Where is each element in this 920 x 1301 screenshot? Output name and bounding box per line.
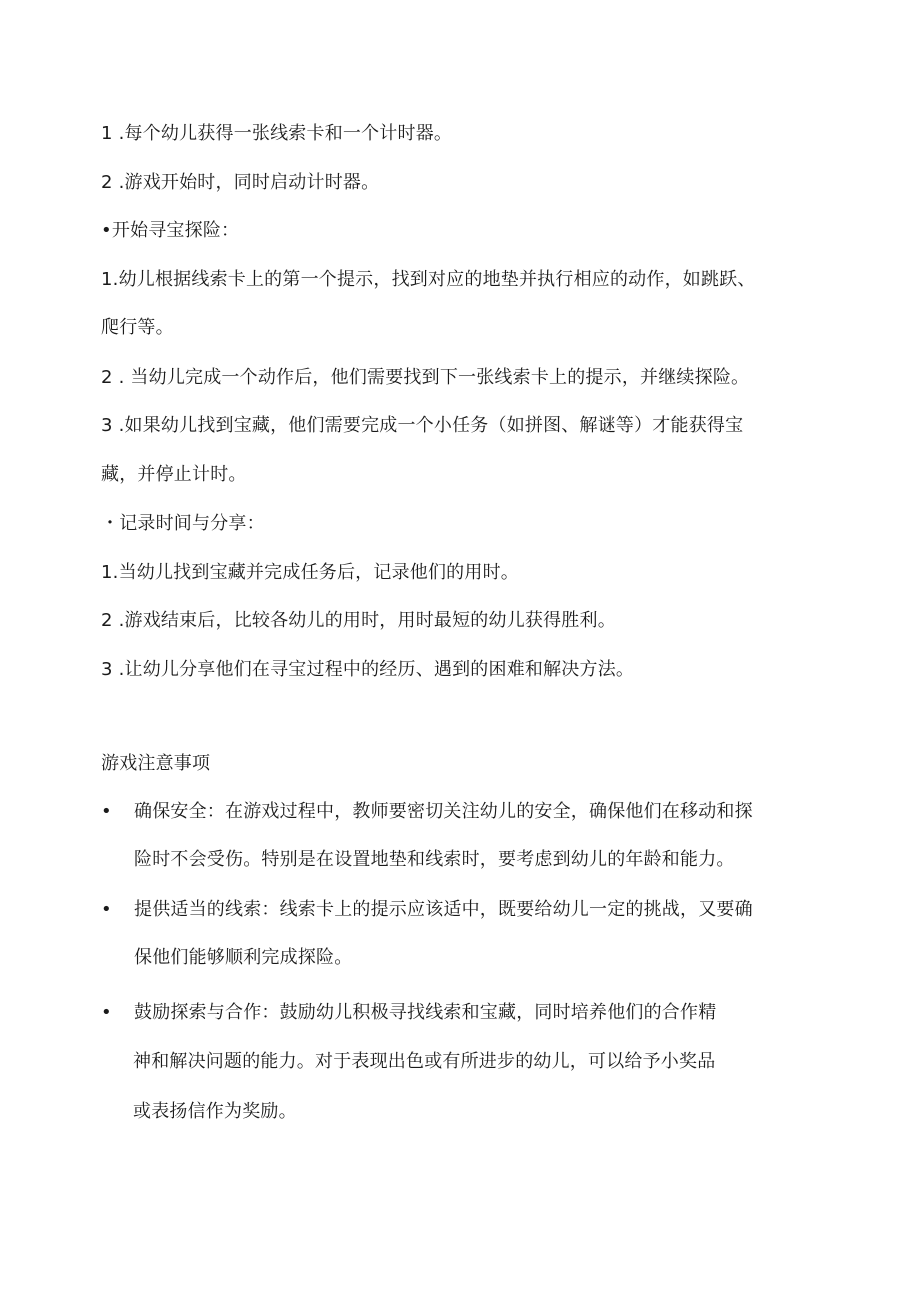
step-c1: 1.当幼儿找到宝藏并完成任务后，记录他们的用时。: [101, 562, 519, 583]
section-heading-record: ・记录时间与分享：: [101, 513, 265, 534]
step-number: 2: [101, 172, 113, 193]
step-1-timer: [101, 122, 452, 146]
step-2-timer: [101, 171, 379, 195]
step-c3: 3 .让幼儿分享他们在寻宝过程中的经历、遇到的困难和解决方法。: [101, 659, 635, 680]
step-b2-line1: 2 . 当幼儿完成一个动作后，他们需要找到下一张线索卡上的提示，并继续探险。: [101, 367, 750, 388]
step-text: .每个幼儿获得一张线索卡和一个计时器。: [112, 123, 453, 144]
step-b3-line1: 3 .如果幼儿找到宝藏，他们需要完成一个小任务（如拼图、解谜等）才能获得宝: [101, 415, 744, 436]
note-1-line1: 确保安全：在游戏过程中，教师要密切关注幼儿的安全，确保他们在移动和探: [134, 801, 753, 822]
step-number: 1: [101, 123, 113, 144]
note-3-line3: 或表扬信作为奖励。: [133, 1101, 297, 1122]
note-2-line1: 提供适当的线索：线索卡上的提示应该适中，既要给幼儿一定的挑战，又要确: [134, 899, 753, 920]
bullet-marker: •: [101, 1002, 112, 1023]
note-3-line2: 神和解决问题的能力。对于表现出色或有所进步的幼儿，可以给予小奖品: [133, 1051, 716, 1072]
section-heading-explore: •开始寻宝探险：: [101, 220, 240, 241]
step-b3-line2: 藏，并停止计时。: [101, 464, 247, 485]
bullet-marker: •: [101, 899, 112, 920]
step-b1-line2: 爬行等。: [101, 317, 174, 338]
step-text: .游戏开始时，同时启动计时器。: [112, 172, 380, 193]
bullet-marker: •: [101, 801, 112, 822]
note-3-line1: 鼓励探索与合作：鼓励幼儿积极寻找线索和宝藏，同时培养他们的合作精: [134, 1002, 717, 1023]
step-b1-line1: 1.幼儿根据线索卡上的第一个提示，找到对应的地垫并执行相应的动作，如跳跃、: [101, 269, 756, 290]
step-c2: 2 .游戏结束后，比较各幼儿的用时，用时最短的幼儿获得胜利。: [101, 610, 616, 631]
note-1-line2: 险时不会受伤。特别是在设置地垫和线索时，要考虑到幼儿的年龄和能力。: [134, 849, 735, 870]
note-2-line2: 保他们能够顺利完成探险。: [134, 947, 353, 968]
notes-heading: 游戏注意事项: [101, 753, 211, 774]
